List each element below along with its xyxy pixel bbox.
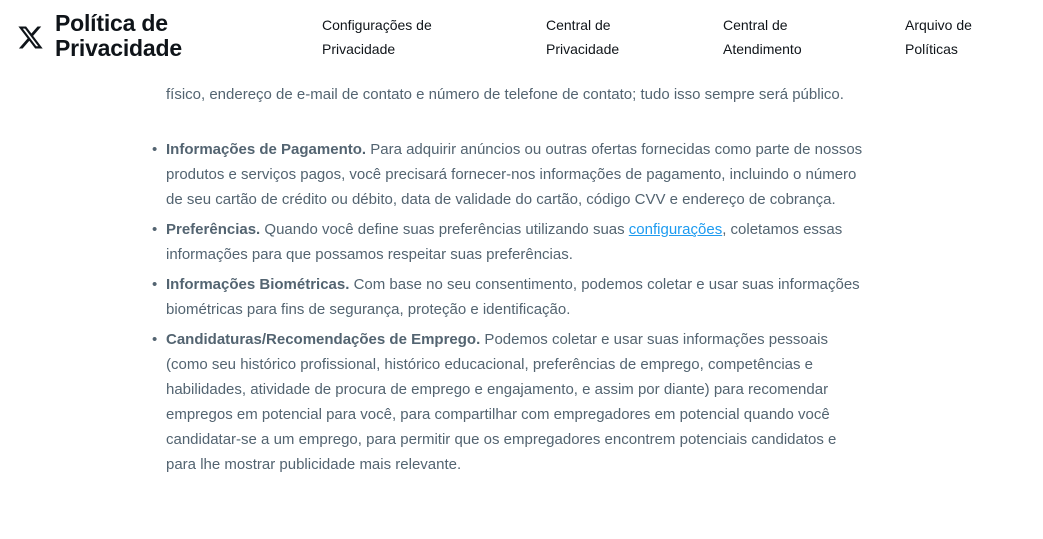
bullet-icon: • (152, 276, 158, 293)
site-header (0, 0, 1043, 66)
nav-label-line2: Privacidade (322, 41, 396, 57)
nav-label-line1: Central de (546, 17, 611, 33)
list-item (152, 327, 866, 477)
lead-paragraph: físico, endereço de e-mail de contato e número de telefone de contato; tudo isso sempre será público. (166, 86, 844, 103)
nav-label-line2: Políticas (905, 41, 958, 57)
nav-label-line2: Privacidade (546, 41, 620, 57)
bullet-icon: • (152, 141, 158, 158)
list-item (152, 272, 866, 322)
nav-label-line1: Central de (723, 17, 788, 33)
item-text: Para adquirir anúncios ou outras ofertas fornecidas como parte de nossos produtos e serviços pagos, você precisará fornecer-nos informações de pagamento, incluindo o número de seu cartão de crédito ou débito, data de validade do cartão, código CVV e endereço de cobrança. (166, 141, 863, 208)
settings-link[interactable]: configurações (628, 221, 723, 238)
item-heading: Candidaturas/Recomendações de Emprego. (166, 331, 481, 348)
nav-policy-archive[interactable] (905, 13, 972, 61)
item-text: , coletamos essas informações para que possamos respeitar suas preferências. (166, 221, 843, 263)
x-logo-icon[interactable] (16, 24, 45, 51)
nav-label-line1: Configurações de (322, 17, 432, 33)
nav-label-line1: Arquivo de (905, 17, 972, 33)
nav-privacy-center[interactable] (546, 13, 619, 61)
item-heading: Informações de Pagamento. (166, 141, 367, 158)
item-text: Quando você define suas preferências utilizando suas (260, 221, 629, 238)
bullet-icon: • (152, 331, 158, 348)
item-heading: Preferências. (166, 221, 261, 238)
page-title (55, 11, 182, 61)
item-heading: Informações Biométricas. (166, 276, 350, 293)
nav-help-center[interactable] (723, 13, 802, 61)
item-text: Podemos coletar e usar suas informações pessoais (como seu histórico profissional, histórico educacional, preferências de emprego, competências e habilidades, atividade de procura de emprego e engajamento, e assim por diante) para recomendar empregos em potencial para você, para compartilhar com empregadores em potencial quando você candidatar-se a um emprego, para permitir que os empregadores encontrem potenciais candidatos e para lhe mostrar publicidade mais relevante. (166, 331, 837, 473)
bullet-icon: • (152, 221, 158, 238)
policy-list (152, 137, 866, 482)
page-title-line1: Política de (55, 10, 168, 36)
list-item (152, 137, 866, 212)
item-text: Com base no seu consentimento, podemos coletar e usar suas informações biométricas para fins de segurança, proteção e identificação. (166, 276, 860, 318)
nav-label-line2: Atendimento (723, 41, 802, 57)
list-item (152, 217, 866, 267)
page-title-line2: Privacidade (55, 35, 182, 61)
nav-privacy-settings[interactable] (322, 13, 432, 61)
